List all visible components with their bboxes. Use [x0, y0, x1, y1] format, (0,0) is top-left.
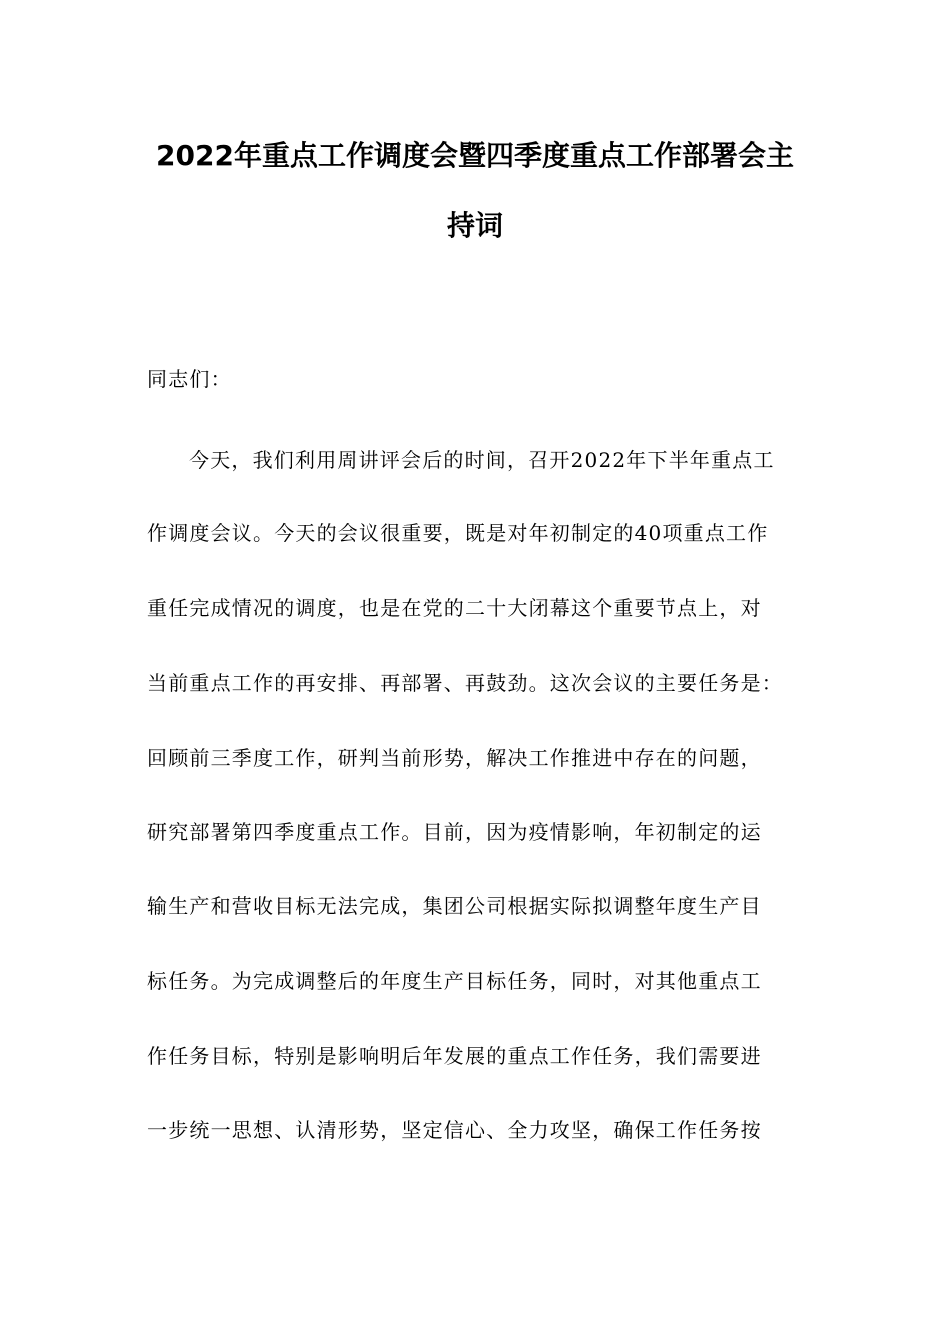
paragraph-line-1: 今天，我们利用周讲评会后的时间，召开2022年下半年重点工: [189, 448, 775, 472]
document-title-line-1: 2022年重点工作调度会暨四季度重点工作部署会主: [156, 139, 794, 172]
document-title-line-2: 持词: [446, 209, 503, 242]
paragraph-line-9: 作任务目标，特别是影响明后年发展的重点工作任务，我们需要进: [147, 1044, 762, 1068]
greeting: 同志们：: [147, 367, 232, 391]
paragraph-line-8: 标任务。为完成调整后的年度生产目标任务，同时，对其他重点工: [147, 969, 762, 993]
paragraph-line-7: 输生产和营收目标无法完成，集团公司根据实际拟调整年度生产目: [147, 894, 762, 918]
paragraph-line-2: 作调度会议。今天的会议很重要，既是对年初制定的40项重点工作: [147, 521, 769, 545]
paragraph-line-5: 回顾前三季度工作，研判当前形势，解决工作推进中存在的问题，: [147, 746, 762, 770]
paragraph-line-4: 当前重点工作的再安排、再部署、再鼓劲。这次会议的主要任务是：: [147, 671, 783, 695]
paragraph-line-10: 一步统一思想、认清形势，坚定信心、全力攻坚，确保工作任务按: [147, 1118, 762, 1142]
paragraph-line-6: 研究部署第四季度重点工作。目前，因为疫情影响，年初制定的运: [147, 820, 762, 844]
paragraph-line-3: 重任完成情况的调度，也是在党的二十大闭幕这个重要节点上，对: [147, 596, 762, 620]
